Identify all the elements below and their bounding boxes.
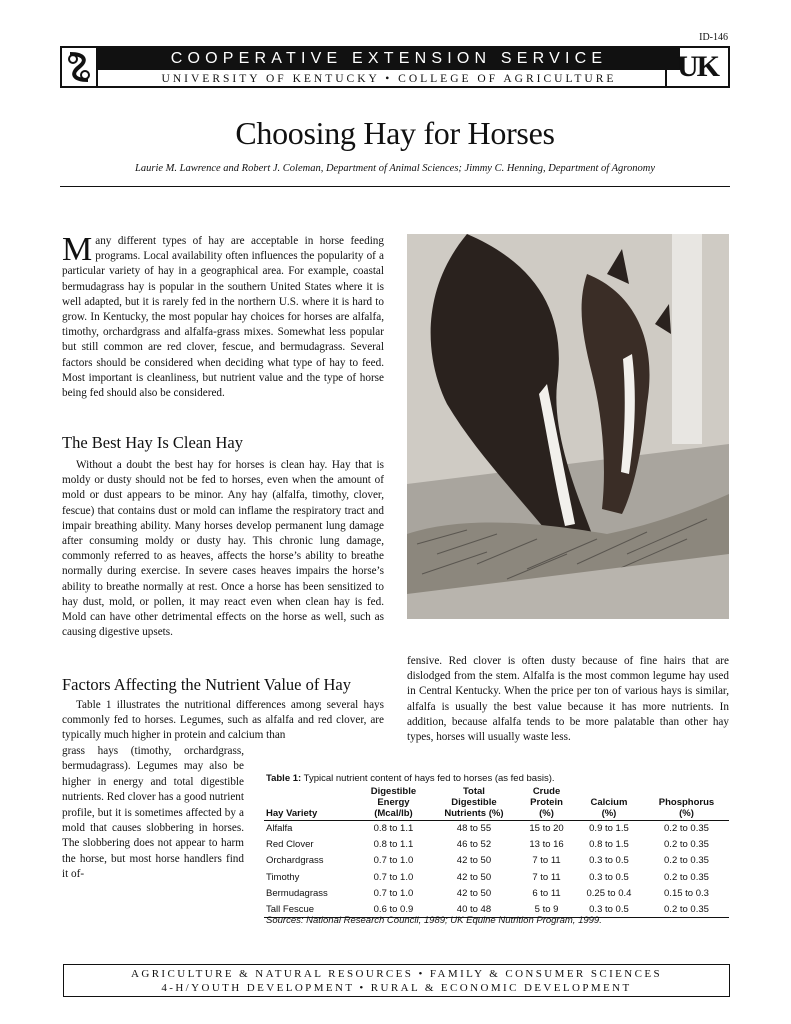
table-cell: 0.2 to 0.35 bbox=[664, 823, 709, 835]
table-cell: 0.15 to 0.3 bbox=[664, 887, 709, 899]
table-cell: 42 to 50 bbox=[456, 871, 492, 883]
clean-hay-text: Without a doubt the best hay for horses is clean hay. Hay that is moldy or dusty should not be fed to horses, even when the amount of mold or dust appears to be minor. Any hay (alfalfa, timothy, clover, fescue) that contains dust or mold can inflame the respiratory tract and impair breathing ability. Many horses develop permanent lung damage after consuming moldy or dusty hay. This chronic lung damage, commonly referred to as heaves, affects the horse’s ability to breathe normally during exercise. In severe cases heaves impairs the horse’s ability to breathe normally at rest. Once a horse has been sensitized to hay dust, mold, or pollen, it may react even when clean hay is fed. Mold can have other detrimental effects on the horse as well, such as causing digestive upsets. bbox=[62, 459, 384, 639]
table-cell: 42 to 50 bbox=[456, 855, 492, 867]
table-cell: 0.3 to 0.5 bbox=[589, 871, 629, 883]
table-row bbox=[264, 853, 729, 869]
table-cell: 0.25 to 0.4 bbox=[586, 887, 632, 899]
table-cell: 7 to 11 bbox=[532, 855, 561, 867]
footer-program-areas bbox=[63, 964, 730, 997]
uk-logo: UK bbox=[665, 46, 730, 88]
right-column-text: fensive. Red clover is often dusty because of fine hairs that are dislodged from the stem. Alfalfa is the most common legume hay used in Central Kentucky. When the price per ton of various hays is similar, alfalfa is usually the best value because it has more nutrients. In addition, because alfalfa tends to be more palatable than other hay types, horses will usually waste less. bbox=[407, 655, 729, 744]
table-cell: 46 to 52 bbox=[456, 839, 492, 851]
table-cell: Tall Fescue bbox=[266, 903, 315, 915]
table-cell: 0.8 to 1.1 bbox=[373, 823, 414, 835]
page-title: Choosing Hay for Horses bbox=[235, 115, 555, 151]
table-cell: 0.7 to 1.0 bbox=[373, 887, 414, 899]
table-cell: 0.2 to 0.35 bbox=[664, 871, 709, 883]
banner-line-1: COOPERATIVE EXTENSION SERVICE bbox=[98, 48, 680, 70]
table-cell: 0.3 to 0.5 bbox=[589, 855, 629, 867]
nutrient-paragraph-wide bbox=[62, 698, 384, 744]
table-cell: Red Clover bbox=[266, 839, 314, 851]
authors: Laurie M. Lawrence and Robert J. Coleman, Department of Animal Sciences; Jimmy C. Henning, Department of Agronomy bbox=[135, 163, 655, 174]
extension-banner bbox=[60, 46, 730, 88]
horses-eating-hay-photo bbox=[407, 234, 729, 619]
table-cell: Orchardgrass bbox=[266, 855, 324, 867]
table-cell: 0.8 to 1.1 bbox=[373, 839, 414, 851]
nutrient-table bbox=[264, 786, 729, 918]
table-cell: 0.7 to 1.0 bbox=[373, 871, 414, 883]
table-caption-text: Typical nutrient content of hays fed to horses (as fed basis). bbox=[301, 773, 555, 784]
table-cell: 0.2 to 0.35 bbox=[664, 839, 709, 851]
table-cell: Alfalfa bbox=[266, 823, 293, 835]
table-cell: 42 to 50 bbox=[456, 887, 492, 899]
col-header-tdn: Total Digestible Nutrients (%) bbox=[444, 786, 504, 819]
table-cell: 0.2 to 0.35 bbox=[664, 903, 709, 915]
col-header-calcium: Calcium (%) bbox=[590, 797, 628, 819]
table-cell: 0.3 to 0.5 bbox=[589, 903, 629, 915]
table-cell: Bermudagrass bbox=[266, 887, 328, 899]
heading-nutrient-value: Factors Affecting the Nutrient Value of Hay bbox=[62, 675, 351, 694]
table-caption bbox=[266, 773, 555, 784]
table-cell: 15 to 20 bbox=[529, 823, 564, 835]
intro-paragraph bbox=[62, 231, 384, 401]
table-caption-label: Table 1: bbox=[266, 773, 302, 784]
table-cell: 0.8 to 1.5 bbox=[589, 839, 629, 851]
table-cell: 0.9 to 1.5 bbox=[589, 823, 629, 835]
right-column-paragraph bbox=[407, 654, 729, 745]
nutrient-paragraph-narrow bbox=[62, 744, 244, 883]
heading-clean-hay: The Best Hay Is Clean Hay bbox=[62, 433, 243, 452]
nutrient-text-wide: Table 1 illustrates the nutritional differences among several hays commonly fed to horses. Legumes, such as alfalfa and red clover, are typically much higher in protein and calcium than bbox=[62, 699, 384, 742]
footer-line-1: AGRICULTURE & NATURAL RESOURCES • FAMILY & CONSUMER SCIENCES bbox=[131, 968, 662, 980]
table-cell: 7 to 11 bbox=[532, 871, 561, 883]
table-header-row bbox=[264, 786, 729, 821]
clean-hay-paragraph bbox=[62, 458, 384, 640]
banner-text bbox=[98, 46, 680, 88]
table-row bbox=[264, 869, 729, 885]
table-cell: 0.7 to 1.0 bbox=[373, 855, 414, 867]
col-header-digestible-energy: Digestible Energy (Mcal/lb) bbox=[370, 786, 417, 819]
document-number: ID-146 bbox=[699, 32, 728, 43]
table-cell: Timothy bbox=[266, 871, 300, 883]
table-source: Sources: National Research Council, 1989; UK Equine Nutrition Program, 1999. bbox=[266, 915, 602, 926]
table-cell: 0.6 to 0.9 bbox=[373, 903, 414, 915]
intro-text: any different types of hay are acceptable in horse feeding programs. Local availability often influences the popularity of a particular variety of hay in a geographical area. For example, coastal bermudagrass hay is popular in the southern United States where it is well adapted, but it is rarely fed in the northern U.S. where it is hard to grow. In Kentucky, the most popular hay choices for horses are alfalfa, timothy, orchardgrass and alfalfa-grass mixes. Somewhat less popular but still common are red clover, fescue, and bermudagrass. Several factors should be considered when deciding what type of hay to feed. Most important is cleanliness, but nutrient value and the type of horse being fed should also be considered. bbox=[62, 235, 384, 400]
drop-cap: M bbox=[62, 231, 93, 268]
table-cell: 48 to 55 bbox=[456, 823, 492, 835]
col-header-phosphorus: Phosphorus (%) bbox=[658, 797, 715, 819]
table-cell: 40 to 48 bbox=[456, 903, 492, 915]
col-header-hay-variety: Hay Variety bbox=[266, 808, 318, 819]
table-row bbox=[264, 885, 729, 901]
col-header-crude-protein: Crude Protein (%) bbox=[530, 786, 563, 819]
table-row bbox=[264, 837, 729, 853]
extension-logo-icon bbox=[60, 46, 98, 88]
footer-line-2: 4-H/YOUTH DEVELOPMENT • RURAL & ECONOMIC DEVELOPMENT bbox=[161, 982, 632, 994]
table-cell: 6 to 11 bbox=[532, 887, 561, 899]
nutrient-text-narrow: grass hays (timothy, orchardgrass, bermudagrass). Legumes may also be higher in energy and total digestible nutrients. Red clover has a good nutrient profile, but it is sometimes affected by a mold that causes slobbering in horses. The slobbering does not appear to harm the horse, but most horse handlers find it of- bbox=[62, 745, 244, 881]
table-cell: 0.2 to 0.35 bbox=[664, 855, 709, 867]
title-divider bbox=[60, 186, 730, 187]
table-cell: 5 to 9 bbox=[534, 903, 559, 915]
table-cell: 13 to 16 bbox=[529, 839, 564, 851]
table-row bbox=[264, 821, 729, 837]
banner-line-2: UNIVERSITY OF KENTUCKY • COLLEGE OF AGRICULTURE bbox=[161, 73, 617, 85]
